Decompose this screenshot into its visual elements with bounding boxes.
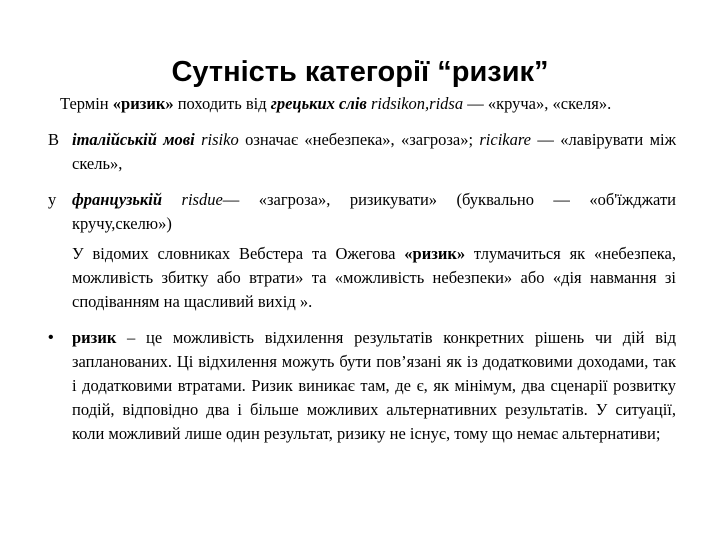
paragraph-term-origin bbox=[48, 92, 676, 116]
text-fragment: тлумачиться як «небезпека, можливість збитку або втрати» та «можливість небезпеки» або «дія навмання зі сподіванням на щасливий вихід ». bbox=[72, 244, 676, 311]
text-fragment: походить від bbox=[173, 94, 271, 113]
term-risk-bold: «ризик» bbox=[112, 94, 174, 113]
paragraph-french bbox=[48, 188, 676, 236]
text-fragment: означає «небезпека», «загроза»; bbox=[238, 130, 480, 149]
text-fragment: — «загроза», ризикувати» (буквально — «об'їжджати кручу,скелю») bbox=[72, 190, 676, 233]
definition-text: – це можливість відхилення результатів конкретних рішень чи дій від запланованих. Ці відхилення можуть бути пов’язані як із додатковими доходами, так і додатковими втратами. Ризик виникає там, де є, як мінімум, два сценарії розвитку подій, відповідно два і більше можливих альтернативних результатів. У ситуації, коли можливий лише один результат, ризику не існує, тому що немає альтернативи; bbox=[72, 328, 676, 443]
greek-words-label: грецьких слів bbox=[270, 94, 367, 113]
paragraph-lead-letter: В bbox=[48, 130, 60, 149]
paragraph-italian bbox=[48, 128, 676, 176]
italian-term-2: ricikare bbox=[479, 130, 532, 149]
text-fragment: — «круча», «скеля». bbox=[463, 94, 612, 113]
slide-title: Сутність категорії “ризик” bbox=[171, 56, 549, 88]
italian-term: risiko bbox=[201, 130, 239, 149]
paragraph-lead-letter: у bbox=[48, 190, 57, 209]
bullet-icon: • bbox=[48, 329, 54, 346]
paragraph-dictionaries bbox=[48, 242, 676, 314]
slide-body bbox=[48, 92, 676, 458]
text-fragment: — «лавірувати між скель», bbox=[72, 130, 676, 173]
french-term: risdue bbox=[181, 190, 223, 209]
french-language-label: французькій bbox=[72, 190, 163, 209]
term-risk-bold: «ризик» bbox=[404, 244, 466, 263]
text-fragment: У відомих словниках Вебстера та Ожегова bbox=[72, 244, 405, 263]
text-fragment bbox=[162, 190, 181, 209]
bullet-definition bbox=[48, 326, 676, 446]
text-fragment: Термін bbox=[60, 94, 113, 113]
greek-term: ridsikon,ridsa bbox=[370, 94, 464, 113]
italian-language-label: італійській мові bbox=[72, 130, 195, 149]
term-risk-bold: ризик bbox=[72, 328, 117, 347]
